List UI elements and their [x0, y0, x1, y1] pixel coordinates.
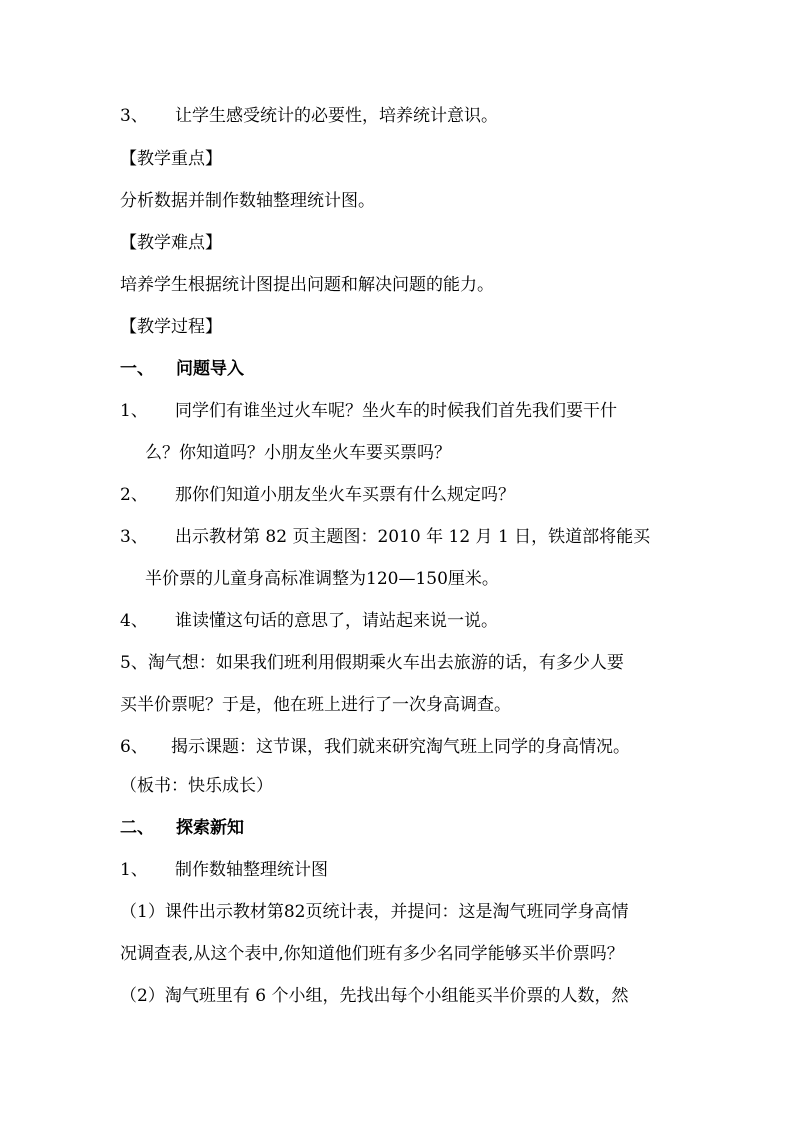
section-number: 二、 — [120, 818, 154, 838]
step-text: 揭示课题：这节课，我们就来研究淘气班上同学的身高情况。 — [171, 737, 630, 757]
step-number: 1、 — [120, 401, 148, 421]
step-text: 谁读懂这句话的意思了，请站起来说一说。 — [175, 611, 498, 631]
heading-key-points: 【教学重点】 — [120, 149, 222, 169]
section-2-heading — [120, 817, 244, 839]
heading-difficulties: 【教学难点】 — [120, 233, 222, 253]
difficulties-text: 培养学生根据统计图提出问题和解决问题的能力。 — [120, 275, 494, 295]
step-5: 5、淘气想：如果我们班利用假期乘火车出去旅游的话，有多少人要 — [120, 653, 624, 673]
step-text: 出示教材第 82 页主题图：2010 年 12 月 1 日，铁道部将能买 — [175, 527, 651, 547]
step-3-continuation: 半价票的儿童身高标准调整为120—150厘米。 — [145, 569, 499, 589]
heading-process: 【教学过程】 — [120, 317, 222, 337]
step-number: 4、 — [120, 611, 148, 631]
step-2 — [120, 484, 515, 506]
step-text: 同学们有谁坐过火车呢？坐火车的时候我们首先我们要干什 — [175, 401, 617, 421]
step-1 — [120, 400, 617, 422]
step-6-continuation: （板书：快乐成长） — [120, 776, 273, 796]
section-title: 探索新知 — [176, 818, 244, 838]
sub-step-1-part-1: （1）课件出示教材第82页统计表，并提问：这是淘气班同学身高情 — [120, 902, 629, 922]
goal-item-3 — [120, 105, 498, 127]
key-points-text: 分析数据并制作数轴整理统计图。 — [120, 191, 375, 211]
item-text: 让学生感受统计的必要性，培养统计意识。 — [175, 106, 498, 126]
sub-step-1 — [120, 859, 328, 881]
step-4 — [120, 610, 498, 632]
sub-step-1-part-1-continuation: 况调查表,从这个表中,你知道他们班有多少名同学能够买半价票吗？ — [120, 944, 624, 964]
step-5-continuation: 买半价票呢？于是，他在班上进行了一次身高调查。 — [120, 695, 511, 715]
step-number: 3、 — [120, 527, 148, 547]
item-number: 3、 — [120, 106, 148, 126]
section-number: 一、 — [120, 359, 154, 379]
sub-step-1-part-2: （2）淘气班里有 6 个小组，先找出每个小组能买半价票的人数，然 — [120, 986, 629, 1006]
step-3 — [120, 526, 650, 548]
step-number: 2、 — [120, 485, 148, 505]
step-6 — [120, 736, 630, 758]
section-1-heading — [120, 358, 244, 380]
step-number: 1、 — [120, 860, 148, 880]
step-1-continuation: 么？你知道吗？小朋友坐火车要买票吗？ — [145, 443, 451, 463]
step-number: 6、 — [120, 737, 148, 757]
step-text: 制作数轴整理统计图 — [175, 860, 328, 880]
section-title: 问题导入 — [176, 359, 244, 379]
step-text: 那你们知道小朋友坐火车买票有什么规定吗？ — [175, 485, 515, 505]
